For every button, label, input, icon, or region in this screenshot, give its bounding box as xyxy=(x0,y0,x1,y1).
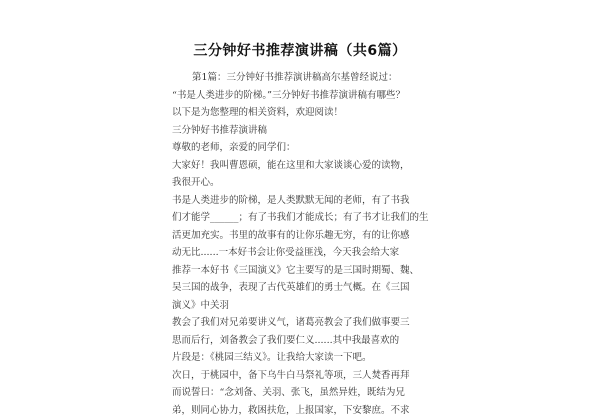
body-line: 我很开心。 xyxy=(172,174,440,192)
body-line: 们才能学______；有了书我们才能成长；有了书才让我们的生 xyxy=(172,209,440,227)
body-line: 活更加充实。书里的故事有的让你乐趣无穷，有的让你感 xyxy=(172,227,440,245)
body-line: 思而后行，刘备教会了我们要仁义......其中我最喜欢的 xyxy=(172,332,440,350)
body-line: 而说誓曰：“念刘备、关羽、张飞，虽然异姓，既结为兄 xyxy=(172,384,440,402)
body-line: 大家好！我叫曹恩硕，能在这里和大家谈谈心爱的读物， xyxy=(172,157,440,175)
document-body xyxy=(172,69,440,419)
document-title: 三分钟好书推荐演讲稿（共6篇） xyxy=(0,40,600,60)
body-line: 第1篇：三分钟好书推荐演讲稿高尔基曾经说过： xyxy=(172,69,440,87)
body-line: 吴三国的战争，表现了古代英雄们的勇士气概。在《三国 xyxy=(172,279,440,297)
body-line: 弟，则同心协力，救困扶危，上报国家，下安黎庶。不求 xyxy=(172,402,440,419)
body-line: 演义》中关羽 xyxy=(172,297,440,315)
body-line: 尊敬的老师，亲爱的同学们： xyxy=(172,139,440,157)
body-line: 动无比......一本好书会让你受益匪浅，今天我会给大家 xyxy=(172,244,440,262)
body-line: 推荐一本好书《三国演义》它主要写的是三国时期蜀、魏、 xyxy=(172,262,440,280)
body-line: 教会了我们对兄弟要讲义气，诸葛亮教会了我们做事要三 xyxy=(172,314,440,332)
body-line: 片段是：《桃园三结义》。让我给大家读一下吧。 xyxy=(172,349,440,367)
body-line: 书是人类进步的阶梯，是人类默默无闻的老师，有了书我 xyxy=(172,192,440,210)
body-line: 三分钟好书推荐演讲稿 xyxy=(172,122,440,140)
body-line: 次日，于桃园中，备下乌牛白马祭礼等项，三人焚香再拜 xyxy=(172,367,440,385)
body-line: 以下是为您整理的相关资料，欢迎阅读！ xyxy=(172,104,440,122)
body-line: “书是人类进步的阶梯。”三分钟好书推荐演讲稿有哪些？ xyxy=(172,87,440,105)
